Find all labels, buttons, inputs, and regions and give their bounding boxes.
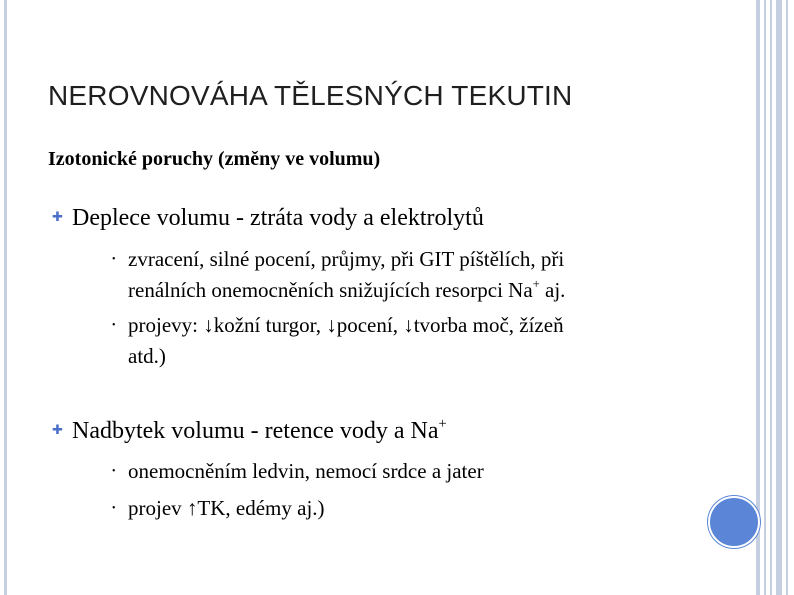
list-item-line: projevy: ↓kožní turgor, ↓pocení, ↓tvorba moč, žízeň xyxy=(128,313,564,337)
bullet-marker-icon: ✚ xyxy=(52,209,63,224)
section-heading-depletion xyxy=(52,205,484,232)
list-item-line: aj. xyxy=(539,278,566,302)
list-item-line: zvracení, silné pocení, průjmy, při GIT píštělích, při xyxy=(128,247,565,271)
list-item-line: projev ↑TK, edémy aj.) xyxy=(128,496,325,520)
list-item xyxy=(112,310,668,372)
slide-title: NEROVNOVÁHA TĚLESNÝCH TEKUTIN xyxy=(48,80,573,111)
left-decorative-rule xyxy=(4,0,7,595)
right-decorative-rules xyxy=(754,0,794,595)
decorative-circle-icon xyxy=(708,496,760,548)
list-item xyxy=(112,456,668,487)
section-heading-excess xyxy=(52,415,447,445)
list-item xyxy=(112,244,668,306)
bullet-marker-icon: ✚ xyxy=(52,422,63,437)
bullet-dot-icon: • xyxy=(112,254,116,265)
section-heading-text: Deplece volumu - ztráta vody a elektrolytů xyxy=(72,205,484,231)
list-item-line: atd.) xyxy=(128,344,166,368)
list-item-line: renálních onemocněních snižujících resorpci Na xyxy=(128,278,533,302)
section-heading-text: Nadbytek volumu - retence vody a Na xyxy=(72,418,439,444)
list-item xyxy=(112,493,668,524)
bullet-dot-icon: • xyxy=(112,503,116,514)
list-item-line: onemocněním ledvin, nemocí srdce a jater xyxy=(128,459,484,483)
superscript: + xyxy=(438,415,447,432)
slide-subtitle: Izotonické poruchy (změny ve volumu) xyxy=(48,148,381,170)
superscript: + xyxy=(532,277,540,292)
bullet-dot-icon: • xyxy=(112,466,116,477)
bullet-dot-icon: • xyxy=(112,320,116,331)
